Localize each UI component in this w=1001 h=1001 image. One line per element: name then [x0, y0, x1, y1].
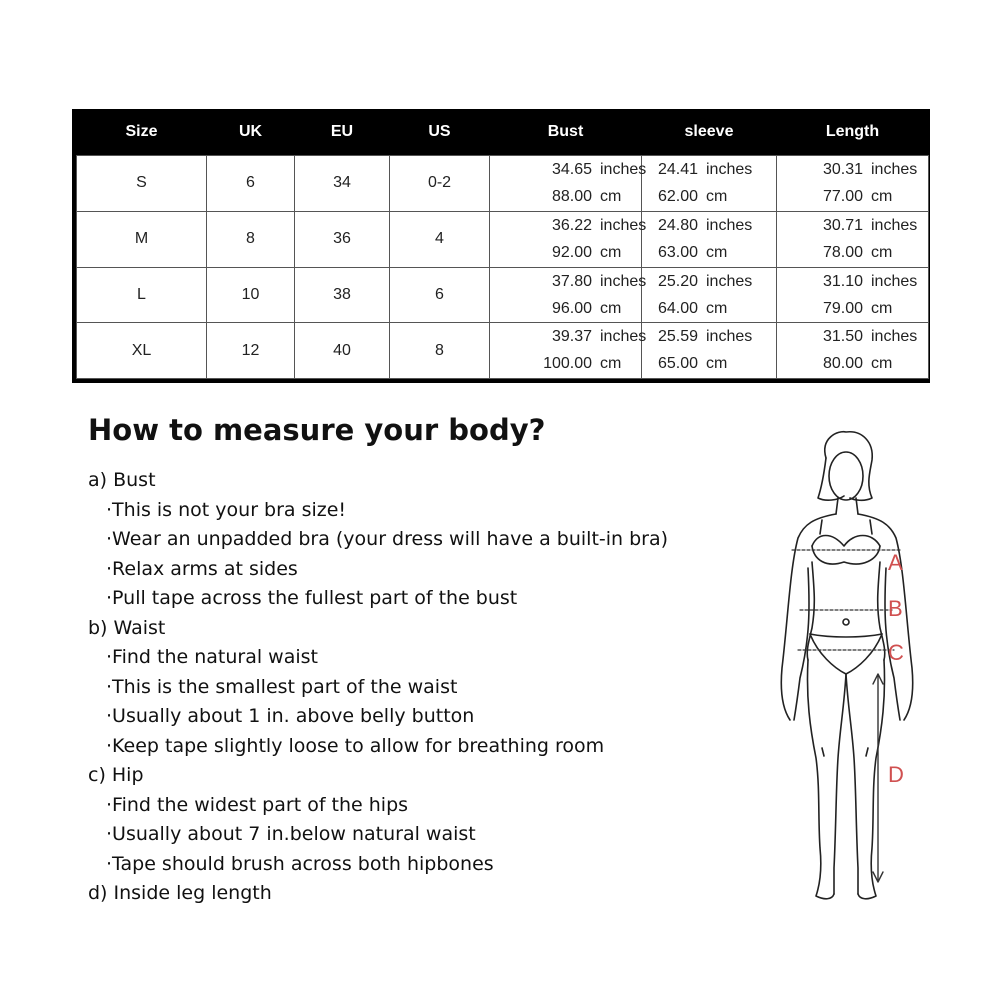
length-inches: 30.71 [822, 216, 863, 234]
bust-cm: 88.00 [551, 188, 592, 205]
cell-us: 0-2 [390, 156, 490, 212]
sleeve-cm: 63.00 [657, 243, 698, 261]
sleeve-inches: 24.80 [657, 216, 698, 234]
step-item: ·Wear an unpadded bra (your dress will have a built-in bra) [106, 528, 669, 550]
label-b: B [888, 596, 903, 621]
unit-cm: cm [706, 243, 728, 261]
unit-inches: inches [600, 328, 647, 346]
unit-inches: inches [871, 328, 918, 346]
table-row [77, 211, 929, 267]
cell-uk: 12 [207, 323, 295, 379]
unit-inches: inches [706, 161, 753, 178]
unit-inches: inches [871, 161, 918, 178]
header-us: US [390, 109, 490, 156]
bust-inches: 36.22 [551, 216, 592, 234]
unit-cm: cm [871, 243, 893, 261]
step-title: c) Hip [88, 764, 144, 786]
unit-inches: inches [600, 272, 647, 290]
cell-uk: 8 [207, 211, 295, 267]
unit-inches: inches [871, 272, 918, 290]
cell-size: L [77, 267, 207, 323]
cell-sleeve [642, 323, 777, 379]
cell-eu: 38 [295, 267, 390, 323]
length-cm: 77.00 [822, 188, 863, 205]
length-inches: 30.31 [822, 161, 863, 178]
unit-inches: inches [871, 216, 918, 234]
unit-cm: cm [706, 299, 728, 317]
cell-us: 4 [390, 211, 490, 267]
sleeve-inches: 25.20 [657, 272, 698, 290]
label-d: D [888, 762, 904, 787]
cell-length [777, 156, 929, 212]
bust-cm: 100.00 [543, 355, 592, 373]
step-item: ·Keep tape slightly loose to allow for breathing room [106, 734, 605, 757]
cell-sleeve [642, 267, 777, 323]
cell-bust [490, 323, 647, 379]
unit-cm: cm [600, 243, 622, 261]
step-item: ·Find the widest part of the hips [106, 793, 409, 816]
cell-eu: 36 [295, 211, 390, 267]
step-item: ·This is the smallest part of the waist [106, 675, 458, 698]
step-hip [88, 761, 768, 879]
cell-sleeve [642, 211, 777, 267]
cell-length [777, 323, 929, 379]
table-row [77, 323, 929, 379]
unit-cm: cm [600, 299, 622, 317]
step-item: ·Usually about 7 in.below natural waist [106, 823, 476, 845]
step-item: ·This is not your bra size! [106, 498, 347, 521]
length-cm: 79.00 [822, 299, 863, 317]
header-uk: UK [207, 109, 295, 156]
label-c: C [888, 640, 904, 665]
table-row [77, 156, 929, 212]
length-inches: 31.50 [822, 328, 863, 346]
guide-heading: How to measure your body? [88, 413, 546, 447]
unit-inches: inches [600, 161, 647, 178]
unit-cm: cm [600, 188, 622, 205]
unit-cm: cm [706, 355, 728, 373]
cell-eu: 34 [295, 156, 390, 212]
cell-uk: 10 [207, 267, 295, 323]
bust-cm: 92.00 [551, 243, 592, 261]
step-bust [88, 466, 768, 614]
cell-length [777, 211, 929, 267]
cell-us: 6 [390, 267, 490, 323]
cell-bust [490, 267, 647, 323]
length-inches: 31.10 [822, 272, 863, 290]
cell-size: XL [77, 323, 207, 379]
cell-bust [490, 156, 647, 212]
step-title: a) Bust [88, 469, 156, 491]
table-row [77, 267, 929, 323]
step-item: ·Tape should brush across both hipbones [106, 852, 494, 875]
sleeve-cm: 62.00 [657, 188, 698, 205]
body-outline-icon [760, 428, 960, 918]
header-eu: EU [295, 109, 390, 156]
body-measurement-figure [760, 428, 960, 918]
step-item: ·Relax arms at sides [106, 557, 298, 580]
cell-bust [490, 211, 647, 267]
length-cm: 80.00 [822, 355, 863, 373]
measure-steps [88, 466, 768, 909]
unit-inches: inches [600, 216, 647, 234]
step-item: ·Find the natural waist [106, 646, 318, 668]
bust-inches: 39.37 [551, 328, 592, 346]
header-length: Length [777, 109, 929, 156]
header-size: Size [77, 109, 207, 156]
table-header-row [77, 109, 929, 156]
header-sleeve: sleeve [642, 109, 777, 156]
unit-cm: cm [871, 299, 893, 317]
label-a: A [888, 550, 903, 575]
step-item: ·Pull tape across the fullest part of the bust [106, 587, 518, 609]
cell-eu: 40 [295, 323, 390, 379]
cell-uk: 6 [207, 156, 295, 212]
unit-inches: inches [706, 272, 753, 290]
sleeve-cm: 65.00 [657, 355, 698, 373]
header-bust: Bust [490, 109, 642, 156]
unit-inches: inches [706, 216, 753, 234]
bust-inches: 34.65 [551, 161, 592, 178]
sleeve-inches: 25.59 [657, 328, 698, 346]
unit-cm: cm [871, 188, 893, 205]
sleeve-cm: 64.00 [657, 299, 698, 317]
length-cm: 78.00 [822, 243, 863, 261]
cell-length [777, 267, 929, 323]
size-chart [72, 109, 930, 383]
step-title: b) Waist [88, 616, 166, 639]
cell-size: S [77, 156, 207, 212]
unit-cm: cm [871, 355, 893, 373]
unit-cm: cm [600, 355, 622, 373]
step-inside-leg [88, 879, 768, 909]
bust-cm: 96.00 [551, 299, 592, 317]
step-item: ·Usually about 1 in. above belly button [106, 705, 475, 727]
size-table [76, 109, 929, 379]
cell-us: 8 [390, 323, 490, 379]
cell-size: M [77, 211, 207, 267]
step-waist [88, 614, 768, 762]
cell-sleeve [642, 156, 777, 212]
bust-inches: 37.80 [551, 272, 592, 290]
unit-inches: inches [706, 328, 753, 346]
sleeve-inches: 24.41 [657, 161, 698, 178]
unit-cm: cm [706, 188, 728, 205]
step-title: d) Inside leg length [88, 882, 272, 904]
